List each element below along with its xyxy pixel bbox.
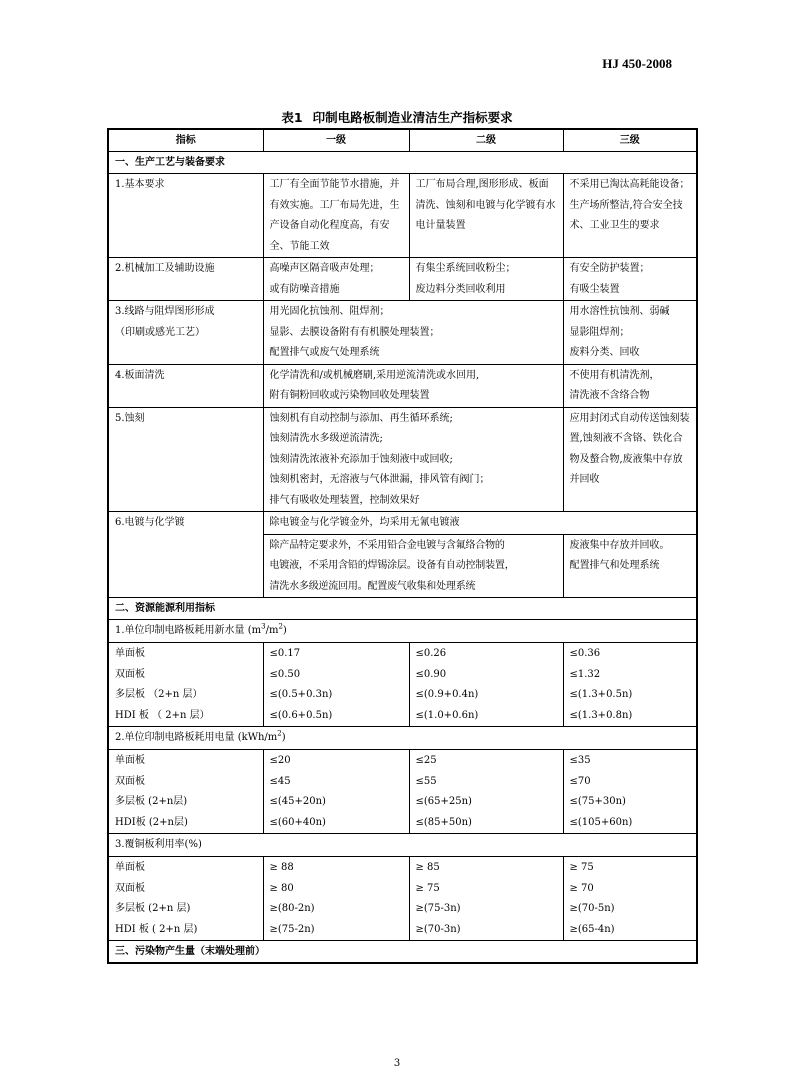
water-title bbox=[108, 620, 697, 643]
value-line: ≤45 bbox=[269, 775, 291, 787]
cell-level-1: 工厂有全面节能节水措施，并有效实施。工厂布局先进，生产设备自动化程度高，有安全、节能工效 bbox=[263, 174, 409, 258]
value-line: ≥ 80 bbox=[269, 882, 294, 894]
value-line: ≤1.32 bbox=[569, 668, 601, 680]
cell-level-1-2 bbox=[263, 534, 563, 598]
unit-sup: 3 bbox=[261, 622, 266, 631]
label-line: 多层板 (2+n层) bbox=[115, 796, 188, 807]
table-row bbox=[108, 512, 697, 535]
value-line: ≤25 bbox=[415, 755, 437, 766]
cell-level-1-2 bbox=[263, 407, 563, 512]
table-number: 表1 bbox=[281, 110, 303, 125]
cell-line: 除产品特定要求外，不采用铅合金电镀与含氟络合物的 bbox=[269, 539, 505, 551]
label-line: 单面板 bbox=[115, 648, 145, 659]
value-line: ≤(0.9+0.4n) bbox=[415, 689, 479, 700]
label-line: 单面板 bbox=[115, 862, 145, 873]
cell-level-3: 不采用已淘汰高耗能设备；生产场所整洁,符合安全技术、工业卫生的要求 bbox=[563, 174, 697, 258]
cell-level-1-2-3: 除电镀金与化学镀金外，均采用无氰电镀液 bbox=[263, 512, 697, 535]
value-line: ≤(1.0+0.6n) bbox=[415, 709, 479, 721]
unit-part: (m bbox=[247, 625, 262, 636]
value-line: ≤(0.6+0.5n) bbox=[269, 709, 333, 721]
unit-sup: 2 bbox=[278, 622, 283, 631]
row-label: 6.电镀与化学镀 bbox=[108, 512, 263, 598]
value-line: ≤0.26 bbox=[415, 648, 447, 659]
table-row bbox=[108, 857, 697, 941]
cell-level-3 bbox=[563, 643, 697, 727]
value-line: ≤0.50 bbox=[269, 668, 301, 680]
page-number: 3 bbox=[393, 1058, 401, 1069]
row-label bbox=[108, 857, 263, 941]
row-label: 2.机械加工及辅助设施 bbox=[108, 258, 263, 301]
cell-level-2 bbox=[409, 258, 563, 301]
cell-level-3 bbox=[563, 301, 697, 365]
value-line: ≥(70-5n) bbox=[569, 903, 615, 914]
section-row bbox=[108, 598, 697, 620]
row-label: 5.蚀刻 bbox=[108, 407, 263, 512]
table-title bbox=[0, 108, 794, 126]
cell-line: 废料分类、回收 bbox=[569, 347, 640, 358]
cell-level-1-2 bbox=[263, 364, 563, 407]
cell-level-2: 工厂布局合理,图形形成、板面清洗、蚀刻和电镀与化学镀有水电计量装置 bbox=[409, 174, 563, 258]
cell-line: 废边料分类回收利用 bbox=[415, 283, 506, 295]
water-unit bbox=[247, 622, 287, 636]
label-line: 单面板 bbox=[115, 755, 145, 766]
row-label: 1.基本要求 bbox=[108, 174, 263, 258]
value-line: ≥ 75 bbox=[569, 862, 594, 873]
cell-level-3 bbox=[563, 750, 697, 834]
table-title-text: 印制电路板制造业清洁生产指标要求 bbox=[312, 110, 513, 125]
cell-level-1 bbox=[263, 750, 409, 834]
cell-line: 显影阻焊剂； bbox=[569, 326, 630, 338]
row-label bbox=[108, 643, 263, 727]
value-line: ≤(65+25n) bbox=[415, 796, 472, 807]
section-row bbox=[108, 152, 697, 174]
label-line: HDI板 (2+n层) bbox=[115, 816, 188, 828]
section-1-title: 一、生产工艺与装备要求 bbox=[108, 152, 697, 174]
value-line: ≤(1.3+0.5n) bbox=[569, 689, 633, 700]
cell-line: 蚀刻机密封，无溶液与气体泄漏，排风管有阀门； bbox=[269, 474, 490, 485]
cell-line: 或有防噪音措施 bbox=[269, 283, 340, 295]
power-unit bbox=[237, 729, 286, 743]
cell-line: 电镀液，不采用含铅的焊锡涂层。设备有自动控制装置， bbox=[269, 560, 515, 571]
value-line: ≥ 75 bbox=[415, 882, 440, 894]
value-line: ≥ 85 bbox=[415, 862, 440, 873]
cell-line: 有吸尘装置 bbox=[569, 283, 620, 295]
table-row bbox=[108, 643, 697, 727]
header-indicator: 指标 bbox=[108, 129, 263, 152]
cell-line: 排气有吸收处理装置，控制效果好 bbox=[269, 494, 420, 506]
header-level-1: 一级 bbox=[263, 129, 409, 152]
cell-line: 不使用有机清洗剂， bbox=[569, 369, 660, 381]
cell-line: 有安全防护装置； bbox=[569, 263, 650, 274]
cell-line: 蚀刻机有自动控制与添加、再生循环系统; bbox=[269, 412, 453, 424]
copper-title: 3.覆铜板利用率(%) bbox=[108, 834, 697, 857]
value-line: ≤(75+30n) bbox=[569, 796, 626, 807]
cell-level-3 bbox=[563, 258, 697, 301]
cell-level-3: 应用封闭式自动传送蚀刻装置,蚀刻液不含铬、铁化合物及螯合物,废液集中存放并回收 bbox=[563, 407, 697, 512]
section-2-title: 二、资源能源利用指标 bbox=[108, 598, 697, 620]
value-line: ≤0.36 bbox=[569, 648, 601, 659]
value-line: ≥(65-4n) bbox=[569, 923, 615, 935]
table-row bbox=[108, 750, 697, 834]
cell-level-2 bbox=[409, 857, 563, 941]
unit-part: /m bbox=[265, 625, 279, 636]
section-3-title: 三、污染物产生量（末端处理前） bbox=[108, 941, 697, 964]
cell-line: 蚀刻清洗水多级逆流清洗; bbox=[269, 433, 383, 444]
cell-level-3 bbox=[563, 857, 697, 941]
row-label bbox=[108, 301, 263, 365]
cell-line: 高噪声区隔音吸声处理； bbox=[269, 263, 380, 274]
value-line: ≥(75-3n) bbox=[415, 903, 461, 914]
unit-part: (kWh/m bbox=[237, 732, 278, 743]
row-label bbox=[108, 750, 263, 834]
cell-line: 配置排气或废气处理系统 bbox=[269, 347, 380, 358]
value-line: ≥(75-2n) bbox=[269, 923, 315, 935]
cell-line: 废液集中存放并回收。 bbox=[569, 539, 670, 551]
value-line: ≤(1.3+0.8n) bbox=[569, 709, 633, 721]
cell-line: 用水溶性抗蚀剂、弱碱 bbox=[569, 306, 670, 317]
cell-level-1 bbox=[263, 258, 409, 301]
table-row bbox=[108, 258, 697, 301]
table-row bbox=[108, 407, 697, 512]
cell-line: 化学清洗和/或机械磨刷,采用逆流清洗或水回用, bbox=[269, 369, 480, 381]
value-line: ≥(80-2n) bbox=[269, 903, 315, 914]
unit-sup: 2 bbox=[277, 729, 282, 738]
value-line: ≤(45+20n) bbox=[269, 796, 326, 807]
cell-level-1-2 bbox=[263, 301, 563, 365]
section-row bbox=[108, 941, 697, 964]
table-row bbox=[108, 301, 697, 365]
value-line: ≤20 bbox=[269, 755, 291, 766]
cell-line: 有集尘系统回收粉尘； bbox=[415, 263, 516, 274]
row-label: 4.板面清洗 bbox=[108, 364, 263, 407]
power-title-text: 2.单位印制电路板耗用电量 bbox=[115, 732, 235, 743]
subsection-row bbox=[108, 834, 697, 857]
document-code: HJ 450-2008 bbox=[602, 56, 672, 71]
cell-level-1 bbox=[263, 857, 409, 941]
unit-part: ) bbox=[282, 625, 287, 636]
cell-line: 蚀刻清洗浓液补充添加于蚀刻液中或回收; bbox=[269, 453, 453, 465]
power-title bbox=[108, 727, 697, 750]
value-line: ≤0.17 bbox=[269, 648, 301, 659]
cleaner-production-table bbox=[107, 128, 698, 964]
value-line: ≤35 bbox=[569, 755, 591, 766]
value-line: ≥ 88 bbox=[269, 862, 294, 873]
cell-line: 清洗水多级逆流回用。配置废气收集和处理系统 bbox=[269, 580, 476, 592]
label-line: 多层板 （2+n 层） bbox=[115, 689, 203, 700]
label-line: （印刷或感光工艺） bbox=[115, 326, 205, 338]
value-line: ≤0.90 bbox=[415, 668, 447, 680]
subsection-row bbox=[108, 620, 697, 643]
value-line: ≤(85+50n) bbox=[415, 816, 472, 828]
label-line: 双面板 bbox=[115, 882, 145, 894]
cell-level-2 bbox=[409, 643, 563, 727]
value-line: ≤(60+40n) bbox=[269, 816, 326, 828]
table-row bbox=[108, 174, 697, 258]
value-line: ≤70 bbox=[569, 775, 591, 787]
value-line: ≥ 70 bbox=[569, 882, 594, 894]
label-line: HDI 板 （ 2+n 层） bbox=[115, 709, 210, 721]
cell-level-1 bbox=[263, 643, 409, 727]
header-row bbox=[108, 129, 697, 152]
value-line: ≥(70-3n) bbox=[415, 923, 461, 935]
cell-level-3 bbox=[563, 534, 697, 598]
unit-part: ) bbox=[281, 732, 286, 743]
label-line: HDI 板 ( 2+n 层) bbox=[115, 923, 198, 935]
cell-line: 显影、去膜设备附有有机膜处理装置； bbox=[269, 326, 440, 338]
value-line: ≤55 bbox=[415, 775, 437, 787]
table-row bbox=[108, 364, 697, 407]
label-line: 双面板 bbox=[115, 668, 145, 680]
cell-line: 配置排气和处理系统 bbox=[569, 560, 660, 571]
cell-level-3 bbox=[563, 364, 697, 407]
subsection-row bbox=[108, 727, 697, 750]
label-line: 双面板 bbox=[115, 775, 145, 787]
header-level-3: 三级 bbox=[563, 129, 697, 152]
header-level-2: 二级 bbox=[409, 129, 563, 152]
cell-line: 附有铜粉回收或污染物回收处理装置 bbox=[269, 390, 430, 401]
cell-line: 清洗液不含络合物 bbox=[569, 390, 650, 401]
cell-level-2 bbox=[409, 750, 563, 834]
water-title-text: 1.单位印制电路板耗用新水量 bbox=[115, 625, 245, 636]
value-line: ≤(0.5+0.3n) bbox=[269, 689, 333, 700]
cell-line: 用光固化抗蚀剂、阻焊剂； bbox=[269, 306, 390, 317]
value-line: ≤(105+60n) bbox=[569, 816, 633, 828]
label-line: 3.线路与阻焊图形形成 bbox=[115, 306, 215, 317]
label-line: 多层板 (2+n 层) bbox=[115, 903, 191, 914]
